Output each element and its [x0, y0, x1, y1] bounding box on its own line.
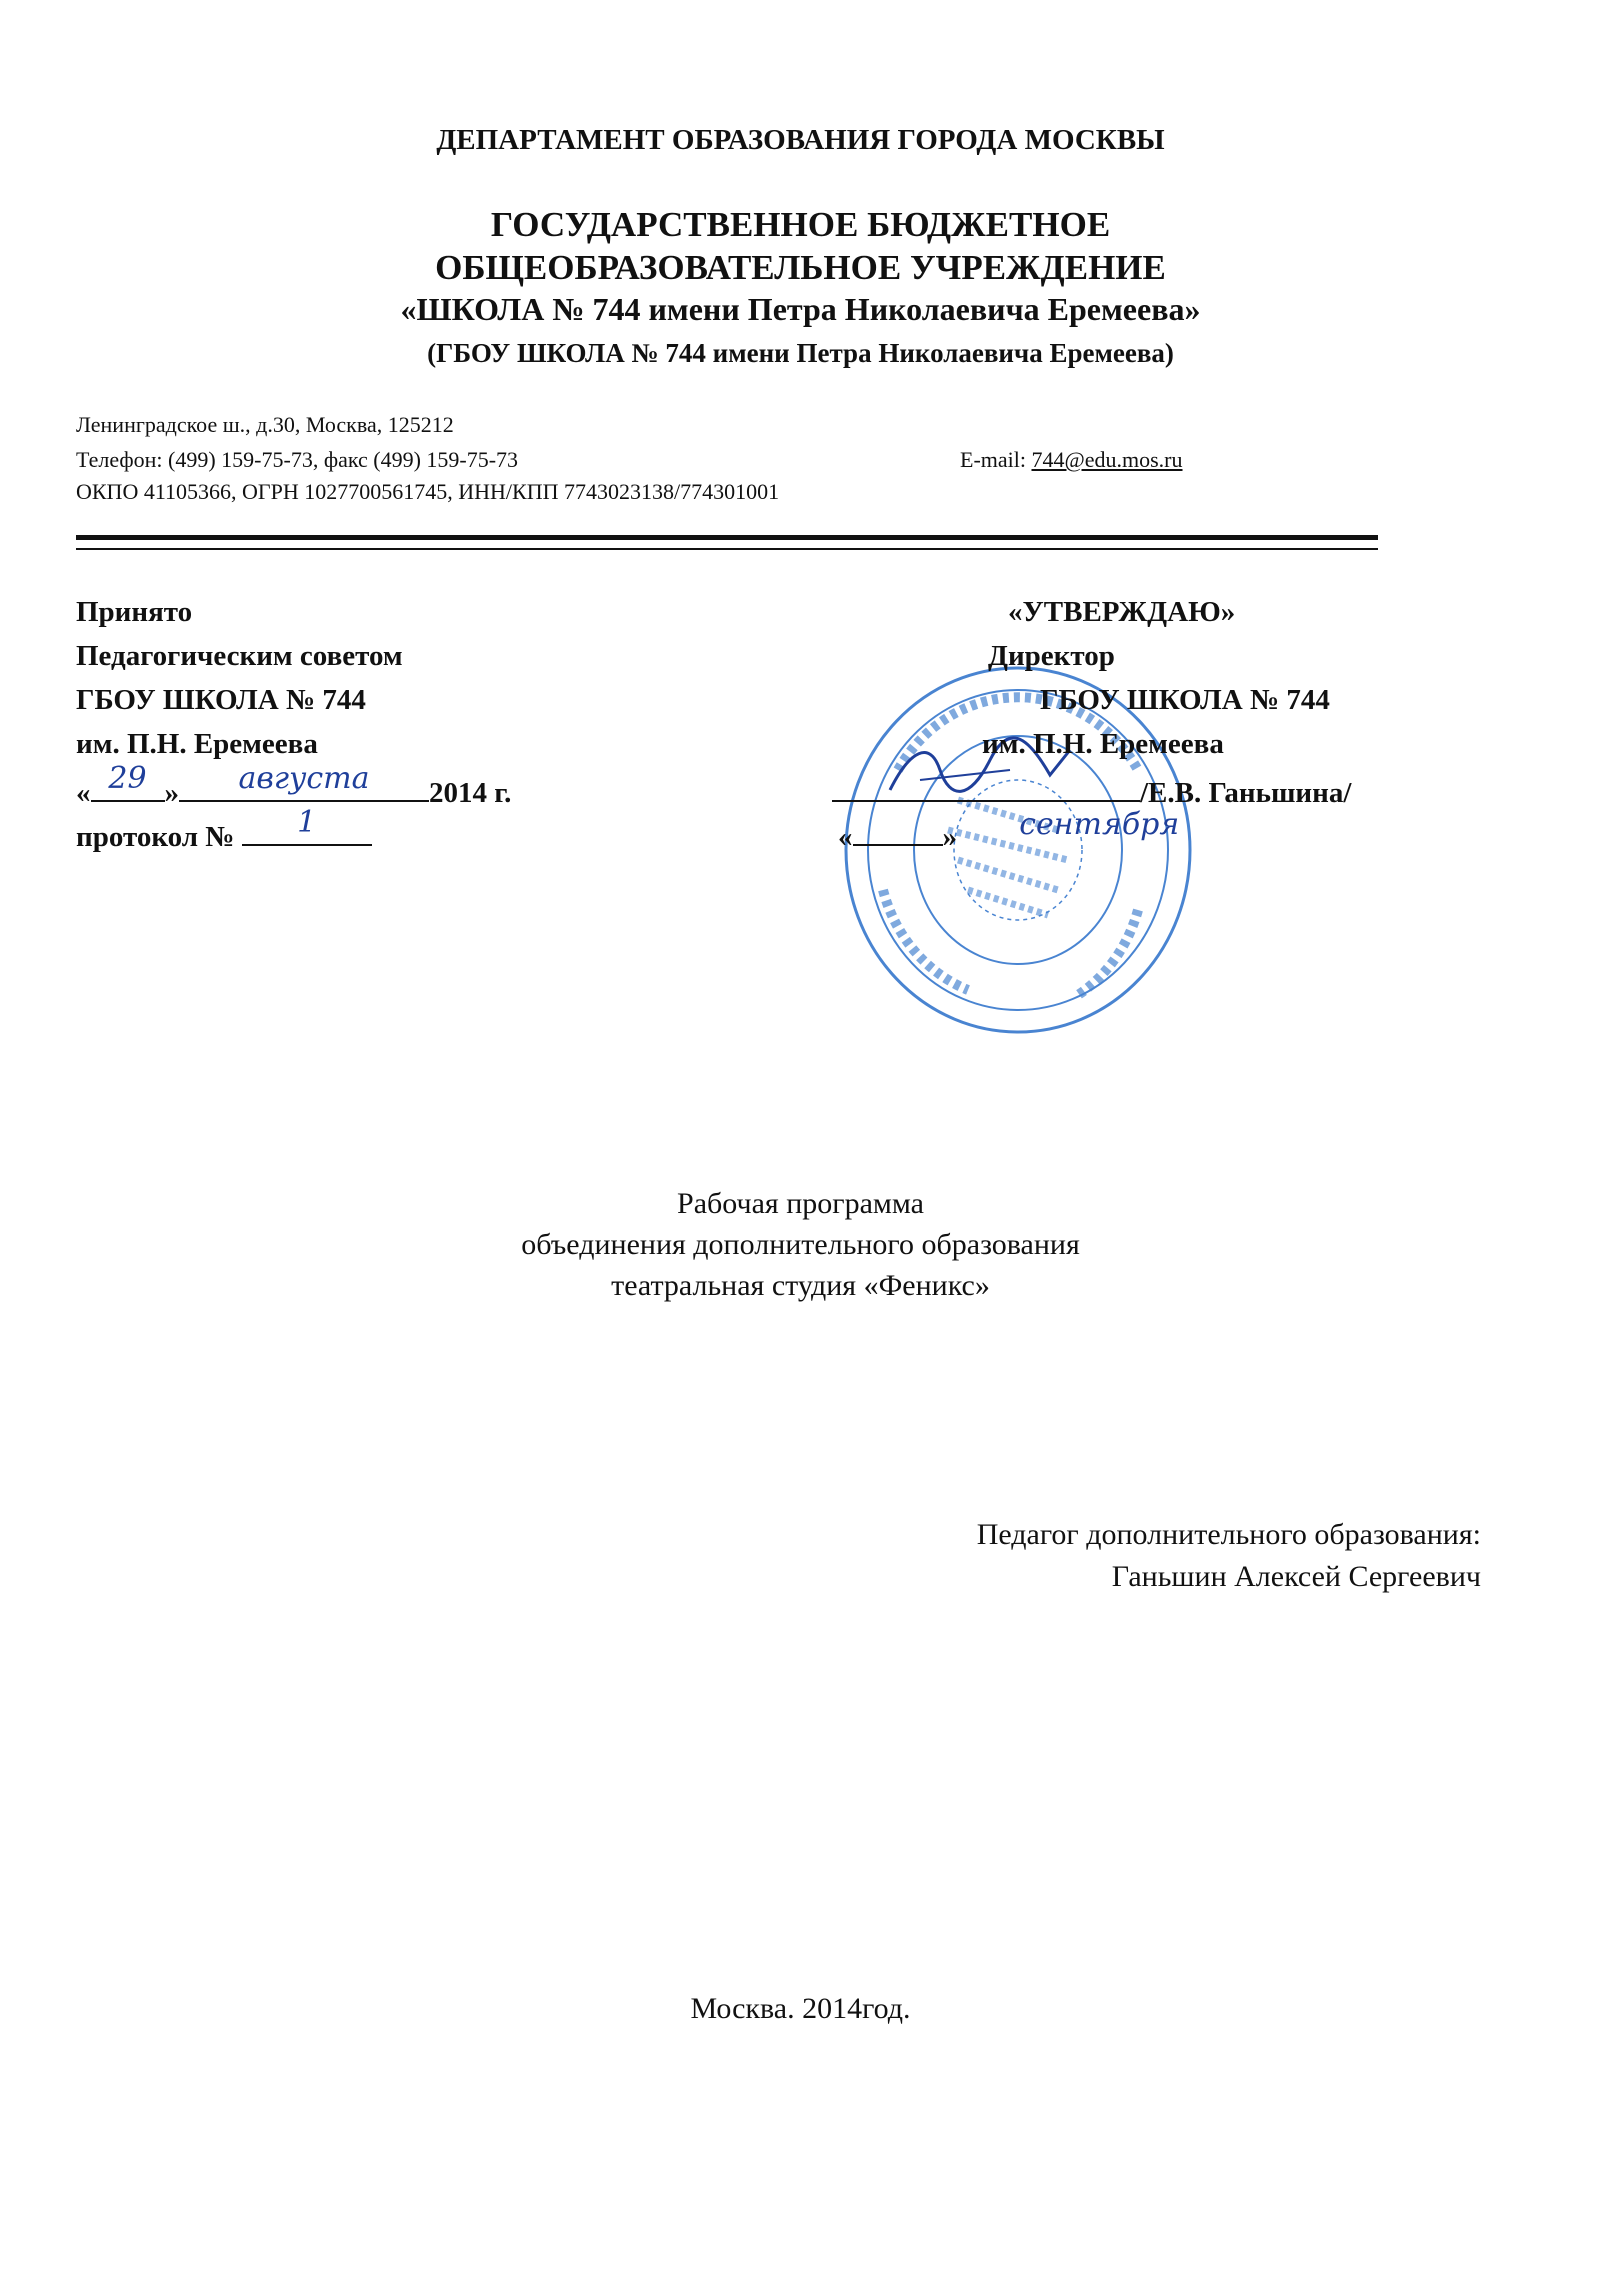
- handwritten-day: 29: [108, 761, 147, 796]
- quote-close: »: [164, 777, 179, 809]
- handwritten-month: сентября: [1019, 807, 1180, 842]
- signature-blank: [832, 772, 1140, 802]
- protocol-label: протокол №: [76, 821, 242, 853]
- registration-ids: ОКПО 41105366, ОГРН 1027700561745, ИНН/КПП 7743023138/774301001: [76, 479, 780, 504]
- school-patron-right: им. П.Н. Еремеева: [982, 728, 1224, 760]
- org-short-name: (ГБОУ ШКОЛА № 744 имени Петра Николаевича Еремеева): [427, 338, 1174, 368]
- email-link[interactable]: 744@edu.mos.ru: [1031, 447, 1183, 472]
- approval-date: [838, 807, 1234, 854]
- school-name-right: ГБОУ ШКОЛА № 744: [1040, 684, 1330, 716]
- protocol-blank: [242, 805, 372, 846]
- teacher-name: Ганьшин Алексей Сергеевич: [1111, 1560, 1481, 1593]
- phone-fax: Телефон: (499) 159-75-73, факс (499) 159-75-73: [76, 447, 519, 472]
- handwritten-month: августа: [238, 761, 370, 796]
- school-patron-left: им. П.Н. Еремеева: [76, 728, 318, 760]
- pedagogical-council-label: Педагогическим советом: [76, 640, 403, 672]
- school-name-left: ГБОУ ШКОЛА № 744: [76, 684, 366, 716]
- email-line: [960, 447, 1183, 473]
- director-signature-line: [832, 772, 1351, 810]
- approve-label: «УТВЕРЖДАЮ»: [1008, 596, 1236, 628]
- handwritten-protocol-no: 1: [297, 805, 317, 840]
- header-divider-thin: [76, 548, 1378, 550]
- director-name: /Е.В. Ганьшина/: [1140, 777, 1352, 809]
- org-name-line2: ОБЩЕОБРАЗОВАТЕЛЬНОЕ УЧРЕЖДЕНИЕ: [435, 248, 1166, 287]
- org-name-line3: «ШКОЛА № 744 имени Петра Николаевича Еремеева»: [400, 291, 1201, 327]
- header-divider-thick: [76, 535, 1378, 540]
- email-label: E-mail:: [960, 447, 1032, 472]
- day-blank: [91, 761, 165, 802]
- accepted-label: Принято: [76, 596, 193, 628]
- address: Ленинградское ш., д.30, Москва, 125212: [76, 412, 454, 437]
- org-name-line1: ГОСУДАРСТВЕННОЕ БЮДЖЕТНОЕ: [490, 205, 1111, 244]
- city-year: Москва. 2014год.: [690, 1992, 911, 2025]
- quote-open: «: [838, 821, 853, 853]
- teacher-role: Педагог дополнительного образования:: [976, 1518, 1481, 1551]
- quote-close: »: [942, 821, 957, 853]
- council-year: 2014 г.: [429, 777, 512, 809]
- day-blank: [853, 816, 943, 846]
- month-field: [964, 807, 1234, 846]
- protocol-line: [76, 805, 372, 854]
- month-blank: [179, 761, 429, 802]
- department-heading: ДЕПАРТАМЕНТ ОБРАЗОВАНИЯ ГОРОДА МОСКВЫ: [436, 124, 1165, 156]
- document-title-line3: театральная студия «Феникс»: [611, 1269, 990, 1302]
- quote-open: «: [76, 777, 91, 809]
- director-label: Директор: [988, 640, 1115, 672]
- document-title-line2: объединения дополнительного образования: [521, 1228, 1080, 1261]
- document-title-line1: Рабочая программа: [677, 1187, 924, 1220]
